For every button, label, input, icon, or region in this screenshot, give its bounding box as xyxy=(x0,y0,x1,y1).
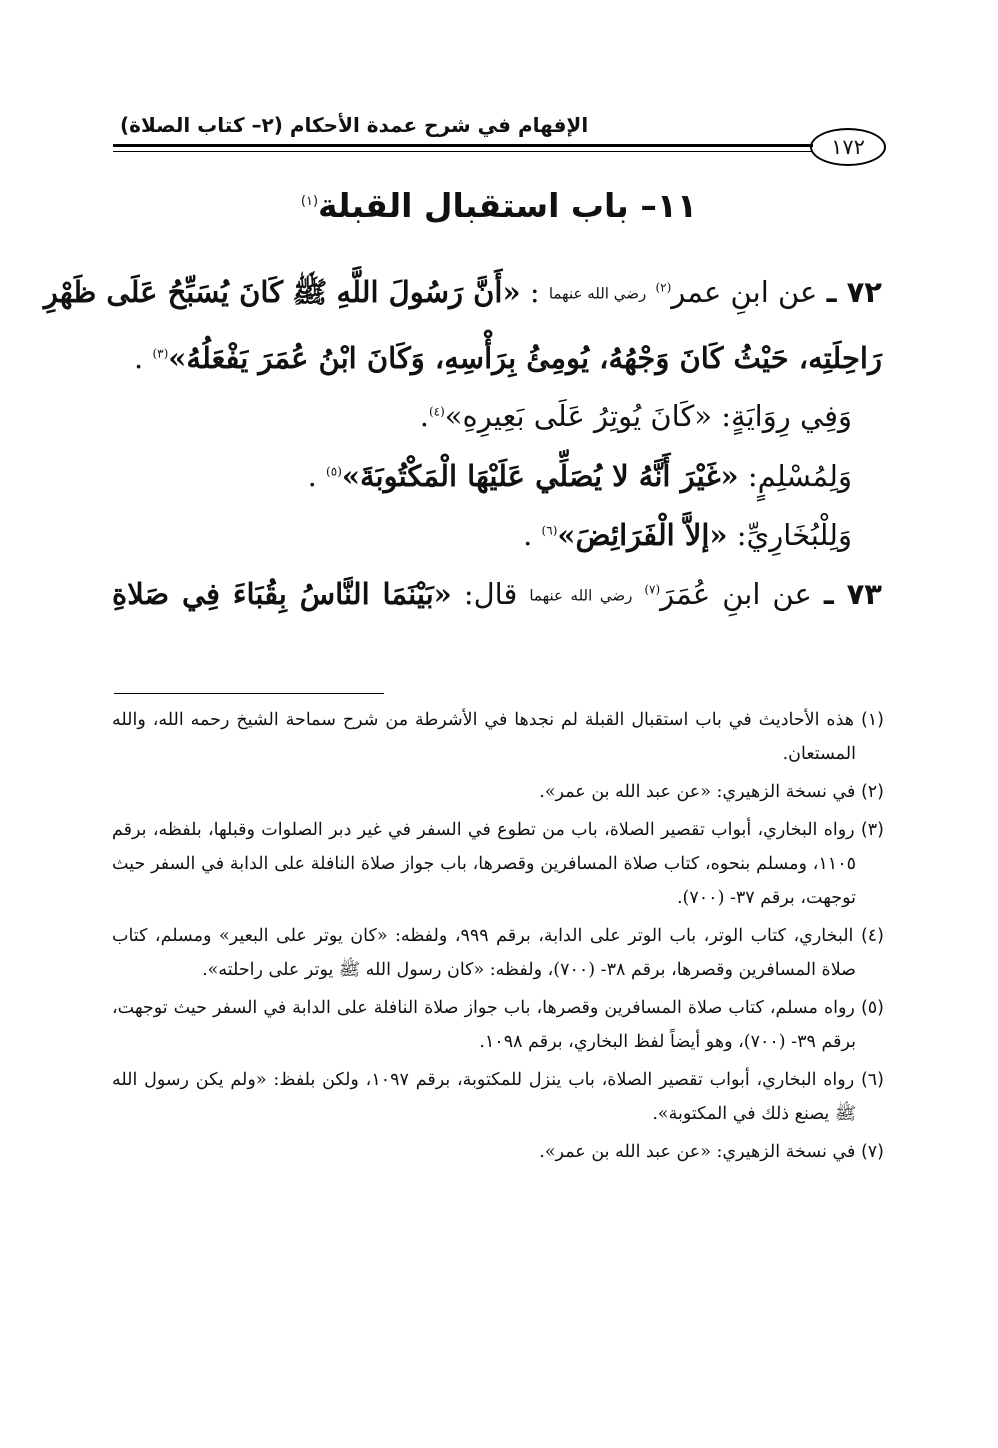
hadith-72-narrator: عن ابنِ عمر xyxy=(671,275,818,309)
footnotes xyxy=(112,703,884,1173)
footnote-ref-7: (٧) xyxy=(644,582,661,597)
hadith-73-qal: قال: xyxy=(463,577,518,611)
riwaya-text: «كَانَ يُوتِرُ عَلَى بَعِيرِهِ» xyxy=(444,399,713,433)
footnote-ref-1: (١) xyxy=(300,194,319,209)
footnote-ref-6: (٦) xyxy=(541,523,558,538)
bukhari-line: وَلِلْبُخَارِيِّ: «إلاَّ الْفَرَائِضَ»$^{(٦)}$ . xyxy=(523,518,852,552)
hadith-number-73: ٧٣ ـ xyxy=(823,577,883,611)
running-title: الإفهام في شرح عمدة الأحكام (٢– كتاب الصلاة) xyxy=(120,113,589,137)
bukhari-text: «إلاَّ الْفَرَائِضَ» xyxy=(557,518,728,552)
footnote-4 xyxy=(112,919,884,987)
footnote-5 xyxy=(112,991,884,1059)
hadith-72-line-1 xyxy=(43,275,882,309)
muslim-label: وَلِمُسْلِمٍ: xyxy=(747,459,852,493)
hadith-number-72: ٧٢ ـ xyxy=(826,275,882,309)
footnote-text: رواه مسلم، كتاب صلاة المسافرين وقصرها، باب جواز صلاة النافلة على الدابة في السفر حيث توجهت، برقم ٣٩- (٧٠٠)، وهو أيضاً لفظ البخاري، برقم ١٠٩٨. xyxy=(112,998,856,1052)
hadith-73-narrator: عن ابنِ عُمَرَ xyxy=(660,577,812,611)
radi-honorific: رضي الله عنهما xyxy=(548,284,647,303)
footnote-ref-5: (٥) xyxy=(326,464,342,479)
footnote-text: رواه البخاري، أبواب تقصير الصلاة، باب ينزل للمكتوبة، برقم ١٠٩٧، ولكن بلفظ: «ولم يكن رسول الله ﷺ يصنع ذلك في المكتوبة». xyxy=(112,1070,856,1124)
riwaya-label: وَفِي رِوَايَةٍ: xyxy=(721,399,852,433)
footnote-3 xyxy=(112,813,884,915)
muslim-line: وَلِمُسْلِمٍ: «غَيْرَ أَنَّهُ لا يُصَلِّي عَلَيْهَا الْمَكْتُوبَةَ»$^{(٥)}$ . xyxy=(307,459,852,493)
hadith-73-text: «بَيْنَمَا النَّاسُ بِقُبَاءَ فِي صَلاةِ xyxy=(112,577,452,611)
footnote-number: (٤) xyxy=(860,926,884,946)
salawat-symbol: ﷺ xyxy=(292,275,328,309)
footnote-text: البخاري، كتاب الوتر، باب الوتر على الدابة، برقم ٩٩٩، ولفظه: «كان يوتر على البعير» ومسلم، كتاب صلاة المسافرين وقصرها، برقم ٣٨- (٧٠٠)، ولفظه: «كان رسول الله ﷺ يوتر على راحلته». xyxy=(112,926,856,980)
footnote-separator xyxy=(114,693,384,694)
riwaya-line: وَفِي رِوَايَةٍ: «كَانَ يُوتِرُ عَلَى بَعِيرِهِ»$^{(٤)}$. xyxy=(419,399,852,433)
hadith-72-colon: : xyxy=(529,275,540,309)
footnote-number: (٧) xyxy=(860,1142,884,1162)
footnote-ref-3: (٣) xyxy=(152,346,169,361)
hadith-72-text-3: رَاحِلَتِه، حَيْثُ كَانَ وَجْهُهُ، يُومِئُ بِرَأْسِهِ، وَكَانَ ابْنُ عُمَرَ يَفْعَلُهُ» xyxy=(168,341,882,375)
hadith-73-line-1 xyxy=(112,577,883,611)
hadith-72-text-1: «أَنَّ رَسُولَ اللَّهِ xyxy=(336,275,521,309)
bukhari-label: وَلِلْبُخَارِيِّ: xyxy=(736,518,852,552)
footnote-ref-4: (٤) xyxy=(428,404,445,419)
footnote-number: (٥) xyxy=(860,998,884,1018)
header-rule-thin xyxy=(113,151,813,152)
footnote-text: في نسخة الزهيري: «عن عبد الله بن عمر». xyxy=(539,1142,856,1162)
footnote-number: (١) xyxy=(860,710,884,730)
muslim-text: «غَيْرَ أَنَّهُ لا يُصَلِّي عَلَيْهَا الْمَكْتُوبَةَ» xyxy=(341,459,739,493)
hadith-72-text-2: كَانَ يُسَبِّحُ عَلَى ظَهْرِ xyxy=(43,275,284,309)
footnote-text: رواه البخاري، أبواب تقصير الصلاة، باب من تطوع في السفر في غير دبر الصلوات وقبلها، بلفظه، برقم ١١٠٥، ومسلم بنحوه، كتاب صلاة المسافرين وقصرها، باب جواز صلاة النافلة على الدابة في السفر حيث توجهت، برقم ٣٧- (٧٠٠). xyxy=(112,820,856,908)
hadith-72-line-2: رَاحِلَتِه، حَيْثُ كَانَ وَجْهُهُ، يُومِئُ بِرَأْسِهِ، وَكَانَ ابْنُ عُمَرَ يَفْعَلُهُ»$^{(٣)}$ . xyxy=(134,341,882,375)
footnote-number: (٦) xyxy=(860,1070,884,1090)
footnote-2 xyxy=(112,775,884,809)
header-rule-thick xyxy=(113,144,813,147)
page-number: ١٧٢ xyxy=(810,128,886,166)
footnote-number: (٢) xyxy=(860,782,884,802)
footnote-number: (٣) xyxy=(860,820,884,840)
chapter-title xyxy=(0,186,998,225)
footnote-ref-2: (٢) xyxy=(655,280,672,295)
radi-honorific-2: رضي الله عنهما xyxy=(529,586,633,605)
chapter-title-text: ١١– باب استقبال القبلة xyxy=(318,186,698,225)
footnote-text: هذه الأحاديث في باب استقبال القبلة لم نجدها في الأشرطة من شرح سماحة الشيخ رحمه الله، والله المستعان. xyxy=(112,710,856,764)
footnote-1 xyxy=(112,703,884,771)
footnote-7 xyxy=(112,1135,884,1169)
footnote-text: في نسخة الزهيري: «عن عبد الله بن عمر». xyxy=(539,782,856,802)
footnote-6 xyxy=(112,1063,884,1131)
